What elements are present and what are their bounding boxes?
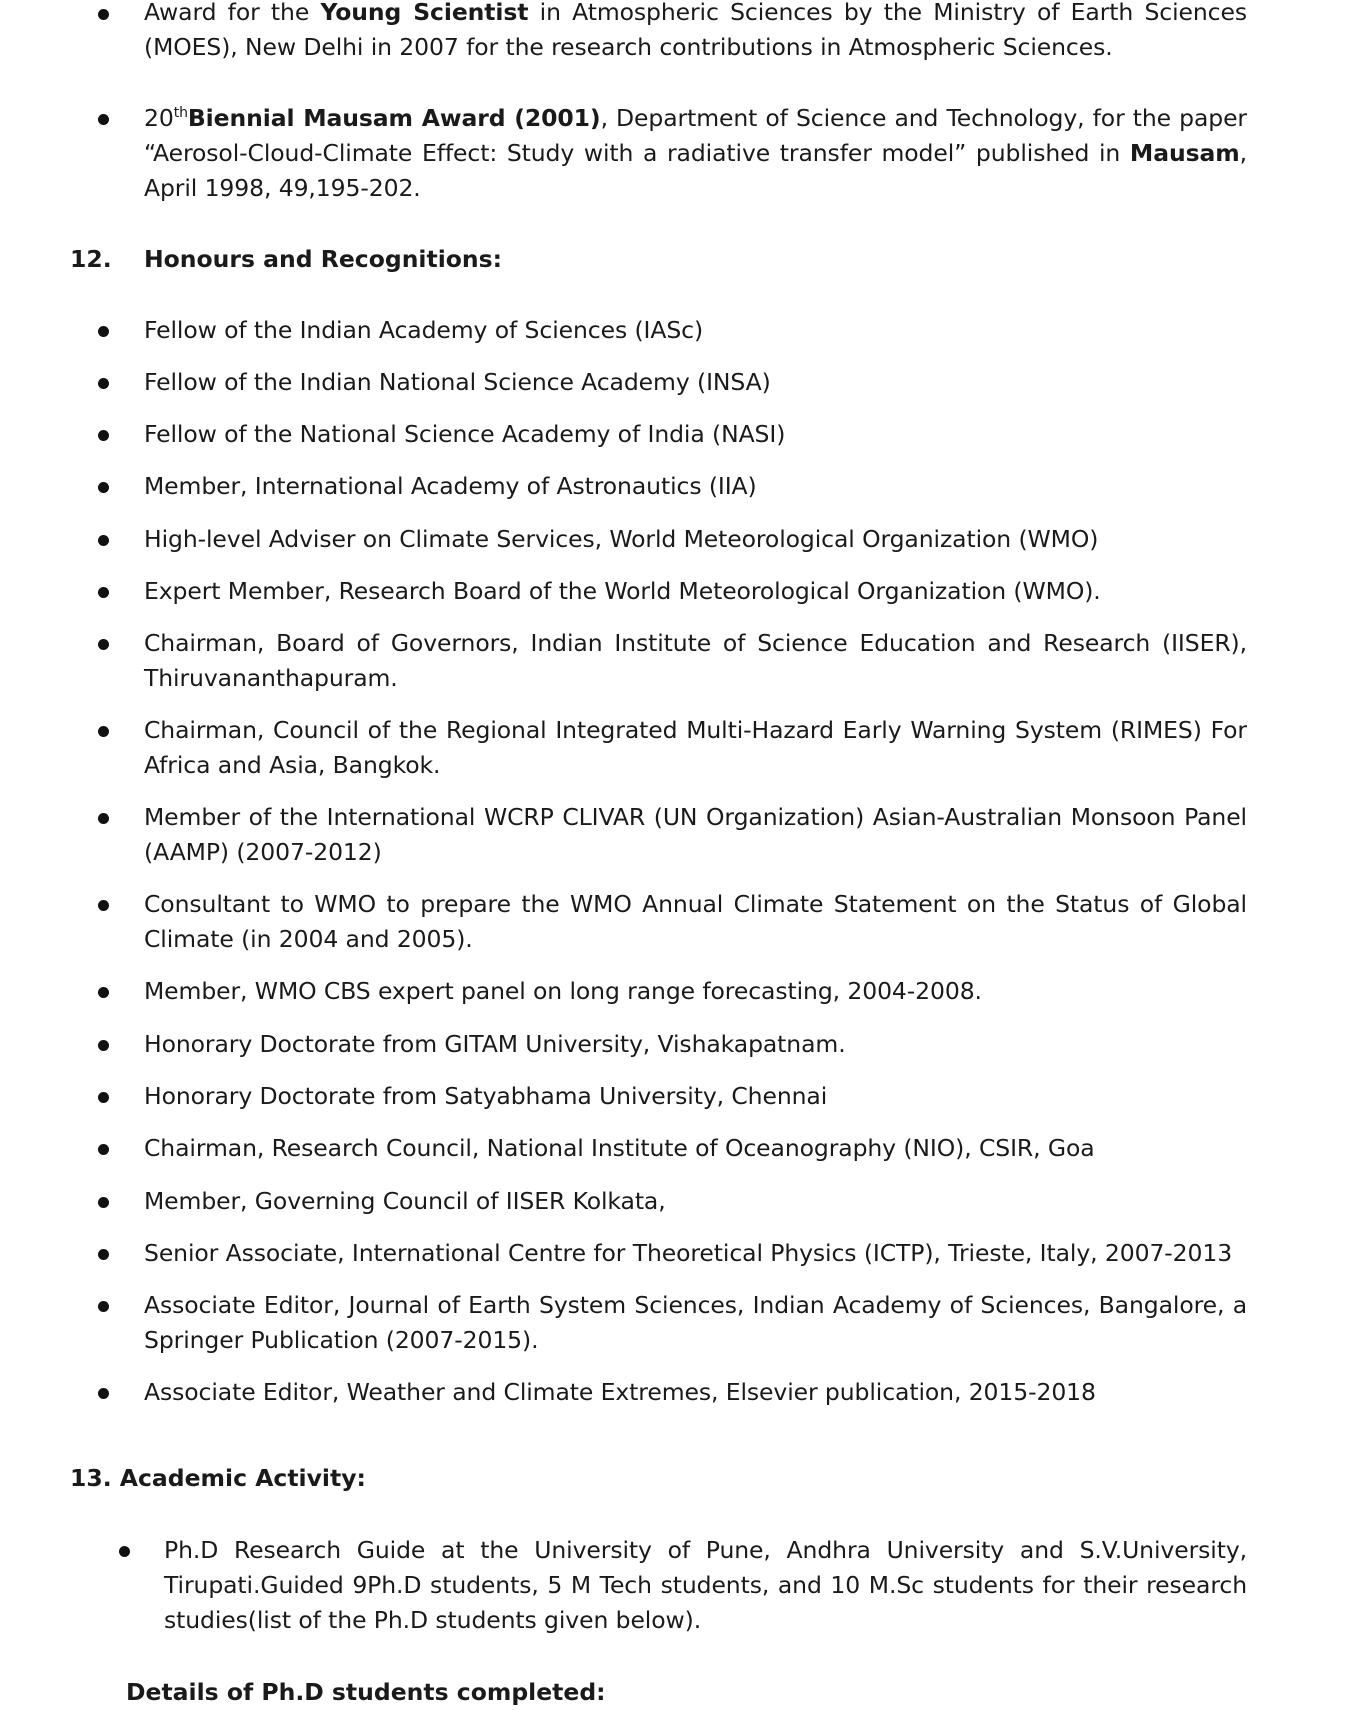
- bullet-icon: [98, 1197, 109, 1208]
- section-13-title: 13. Academic Activity:: [70, 1464, 366, 1492]
- award-text: 20: [144, 104, 174, 132]
- honour-item: Fellow of the Indian National Science Academy (INSA): [144, 368, 771, 396]
- phd-students-subheading: Details of Ph.D students completed:: [126, 1678, 606, 1706]
- honour-item: [144, 887, 1247, 957]
- honour-item: Member, International Academy of Astronautics (IIA): [144, 472, 757, 500]
- bullet-icon: [98, 378, 109, 389]
- bullet-icon: [98, 482, 109, 493]
- bullet-icon: [98, 114, 109, 125]
- section-12-number: 12.: [70, 245, 112, 273]
- award-text: , April 1998, 49,195-202.: [144, 139, 1247, 202]
- honour-item: High-level Adviser on Climate Services, World Meteorological Organization (WMO): [144, 525, 1099, 553]
- honour-item-text: Associate Editor, Journal of Earth System Sciences, Indian Academy of Sciences, Bangalore, a Springer Publication (2007-2015).: [144, 1291, 1247, 1354]
- award-text: , Department of Science and Technology, for the paper “Aerosol-Cloud-Climate Effect: Study with a radiative transfer model” published in: [144, 104, 1247, 167]
- honour-item: Honorary Doctorate from GITAM University, Vishakapatnam.: [144, 1030, 846, 1058]
- bullet-icon: [119, 1546, 130, 1557]
- award-item-young-scientist: [144, 0, 1247, 65]
- award-text: in Atmospheric Sciences by the Ministry of Earth Sciences (MOES), New Delhi in 2007 for the research contributions in Atmospheric Sciences.: [144, 0, 1247, 61]
- honour-item: Fellow of the National Science Academy of India (NASI): [144, 420, 786, 448]
- bullet-icon: [98, 900, 109, 911]
- award-bold-text: Biennial Mausam Award (2001): [187, 104, 601, 132]
- academic-activity-text: Ph.D Research Guide at the University of Pune, Andhra University and S.V.University, Tirupati.Guided 9Ph.D students, 5 M Tech students, and 10 M.Sc students for their research studies(list of the Ph.D students given below).: [164, 1536, 1247, 1634]
- honour-item: Honorary Doctorate from Satyabhama University, Chennai: [144, 1082, 828, 1110]
- bullet-icon: [98, 1388, 109, 1399]
- honour-item: Expert Member, Research Board of the World Meteorological Organization (WMO).: [144, 577, 1101, 605]
- academic-activity-item: [164, 1533, 1247, 1638]
- honour-item-text: Chairman, Board of Governors, Indian Institute of Science Education and Research (IISER), Thiruvananthapuram.: [144, 629, 1247, 692]
- bullet-icon: [98, 987, 109, 998]
- honour-item: [144, 626, 1247, 696]
- honour-item: Senior Associate, International Centre for Theoretical Physics (ICTP), Trieste, Italy, 2007-2013: [144, 1239, 1233, 1267]
- honour-item: [144, 800, 1247, 870]
- honour-item: Fellow of the Indian Academy of Sciences (IASc): [144, 316, 704, 344]
- honour-item: Chairman, Research Council, National Institute of Oceanography (NIO), CSIR, Goa: [144, 1134, 1095, 1162]
- award-bold-text: Young Scientist: [320, 0, 529, 26]
- award-item-mausam: [144, 101, 1247, 206]
- bullet-icon: [98, 9, 109, 20]
- honour-item: Member, WMO CBS expert panel on long range forecasting, 2004-2008.: [144, 977, 982, 1005]
- bullet-icon: [98, 587, 109, 598]
- bullet-icon: [98, 639, 109, 650]
- honour-item: [144, 713, 1247, 783]
- honour-item-text: Chairman, Council of the Regional Integrated Multi-Hazard Early Warning System (RIMES) For Africa and Asia, Bangkok.: [144, 716, 1247, 779]
- bullet-icon: [98, 1144, 109, 1155]
- bullet-icon: [98, 1092, 109, 1103]
- bullet-icon: [98, 726, 109, 737]
- honour-item: [144, 1288, 1247, 1358]
- honour-item-text: Consultant to WMO to prepare the WMO Annual Climate Statement on the Status of Global Climate (in 2004 and 2005).: [144, 890, 1247, 953]
- bullet-icon: [98, 813, 109, 824]
- honour-item: Member, Governing Council of IISER Kolkata,: [144, 1187, 666, 1215]
- bullet-icon: [98, 1249, 109, 1260]
- bullet-icon: [98, 1301, 109, 1312]
- honour-item-text: Member of the International WCRP CLIVAR (UN Organization) Asian-Australian Monsoon Panel (AAMP) (2007-2012): [144, 803, 1247, 866]
- superscript-text: th: [173, 105, 188, 122]
- honour-item: Associate Editor, Weather and Climate Extremes, Elsevier publication, 2015-2018: [144, 1378, 1096, 1406]
- bullet-icon: [98, 326, 109, 337]
- section-12-title: Honours and Recognitions:: [144, 245, 503, 273]
- bullet-icon: [98, 1040, 109, 1051]
- bullet-icon: [98, 430, 109, 441]
- bullet-icon: [98, 535, 109, 546]
- journal-bold-text: Mausam: [1129, 139, 1240, 167]
- award-text: Award for the: [144, 0, 321, 26]
